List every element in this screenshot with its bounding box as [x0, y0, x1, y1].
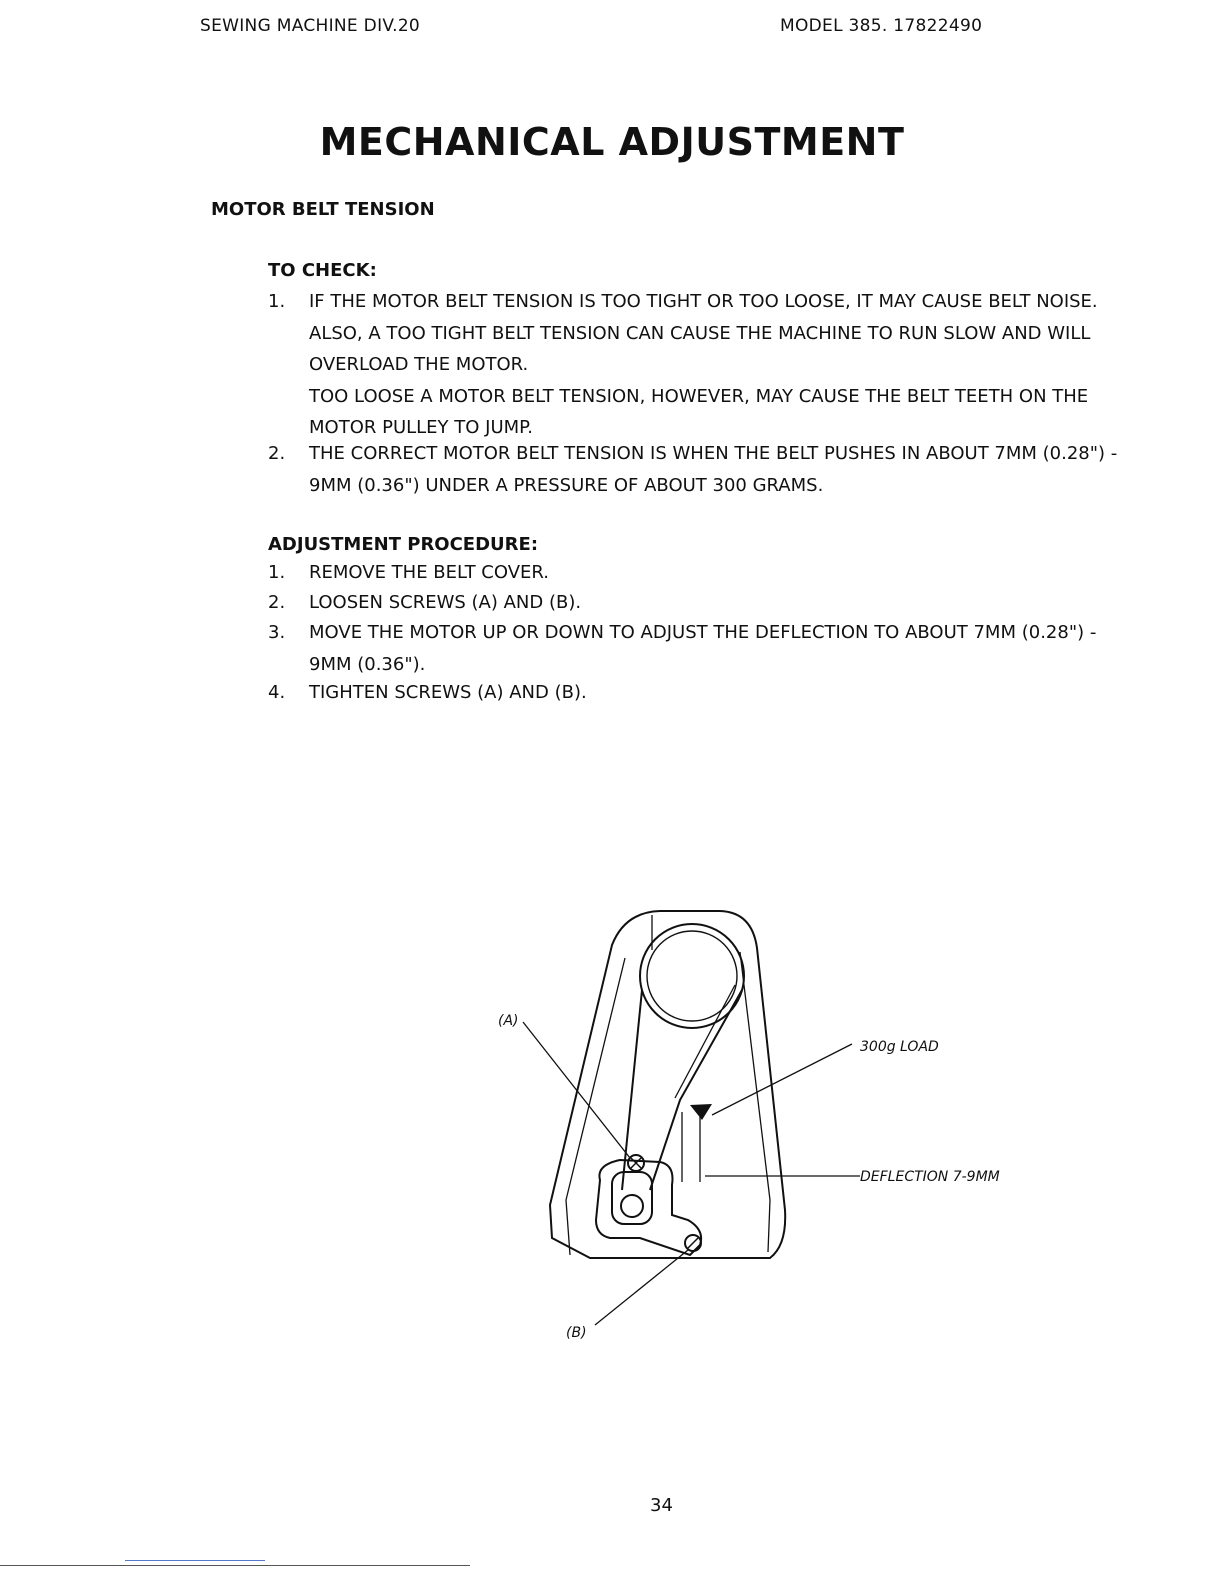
leader-b: [595, 1250, 688, 1325]
list-number: 4.: [268, 682, 286, 703]
header-left: SEWING MACHINE DIV.20: [200, 16, 421, 36]
list-number: 1.: [268, 562, 286, 583]
list-number: 1.: [268, 291, 286, 312]
text-line: REMOVE THE BELT COVER.: [309, 562, 549, 583]
text-line: 9MM (0.36").: [309, 653, 426, 675]
text-line: TIGHTEN SCREWS (A) AND (B).: [309, 682, 587, 703]
leader-a: [523, 1022, 630, 1158]
text-line: LOOSEN SCREWS (A) AND (B).: [309, 592, 582, 613]
label-a: (A): [498, 1013, 519, 1029]
page-title: MECHANICAL ADJUSTMENT: [319, 120, 905, 164]
label-b: (B): [566, 1325, 587, 1341]
scan-edge-line: [0, 1565, 470, 1566]
label-deflection: DEFLECTION 7-9MM: [860, 1169, 1000, 1185]
housing-right-line: [740, 952, 770, 1252]
adjustment-heading: ADJUSTMENT PROCEDURE:: [268, 534, 539, 555]
label-load: 300g LOAD: [860, 1039, 939, 1055]
list-number: 2.: [268, 443, 286, 464]
text-line: ALSO, A TOO TIGHT BELT TENSION CAN CAUSE THE MACHINE TO RUN SLOW AND WILL: [309, 322, 1091, 344]
text-line: IF THE MOTOR BELT TENSION IS TOO TIGHT OR TOO LOOSE, IT MAY CAUSE BELT NOISE.: [309, 291, 1098, 312]
scan-edge-line-blue: [125, 1560, 265, 1561]
text-line: MOVE THE MOTOR UP OR DOWN TO ADJUST THE DEFLECTION TO ABOUT 7MM (0.28") -: [309, 622, 1097, 643]
section-title: MOTOR BELT TENSION: [211, 199, 435, 220]
to-check-heading: TO CHECK:: [268, 260, 377, 281]
housing-inner-line: [566, 958, 625, 1255]
header-right: MODEL 385. 17822490: [780, 16, 983, 36]
list-number: 2.: [268, 592, 286, 613]
text-line: TOO LOOSE A MOTOR BELT TENSION, HOWEVER, MAY CAUSE THE BELT TEETH ON THE: [309, 385, 1089, 407]
motor-pulley: [621, 1195, 643, 1217]
belt-cover-outline: [550, 911, 785, 1258]
text-line: 9MM (0.36") UNDER A PRESSURE OF ABOUT 300 GRAMS.: [309, 474, 824, 496]
text-line: THE CORRECT MOTOR BELT TENSION IS WHEN THE BELT PUSHES IN ABOUT 7MM (0.28") -: [309, 443, 1118, 464]
page-number: 34: [650, 1495, 673, 1516]
text-line: MOTOR PULLEY TO JUMP.: [309, 417, 533, 438]
text-line: OVERLOAD THE MOTOR.: [309, 354, 529, 375]
leader-load: [712, 1044, 852, 1115]
load-arrow-head: [690, 1104, 712, 1120]
list-number: 3.: [268, 622, 286, 643]
